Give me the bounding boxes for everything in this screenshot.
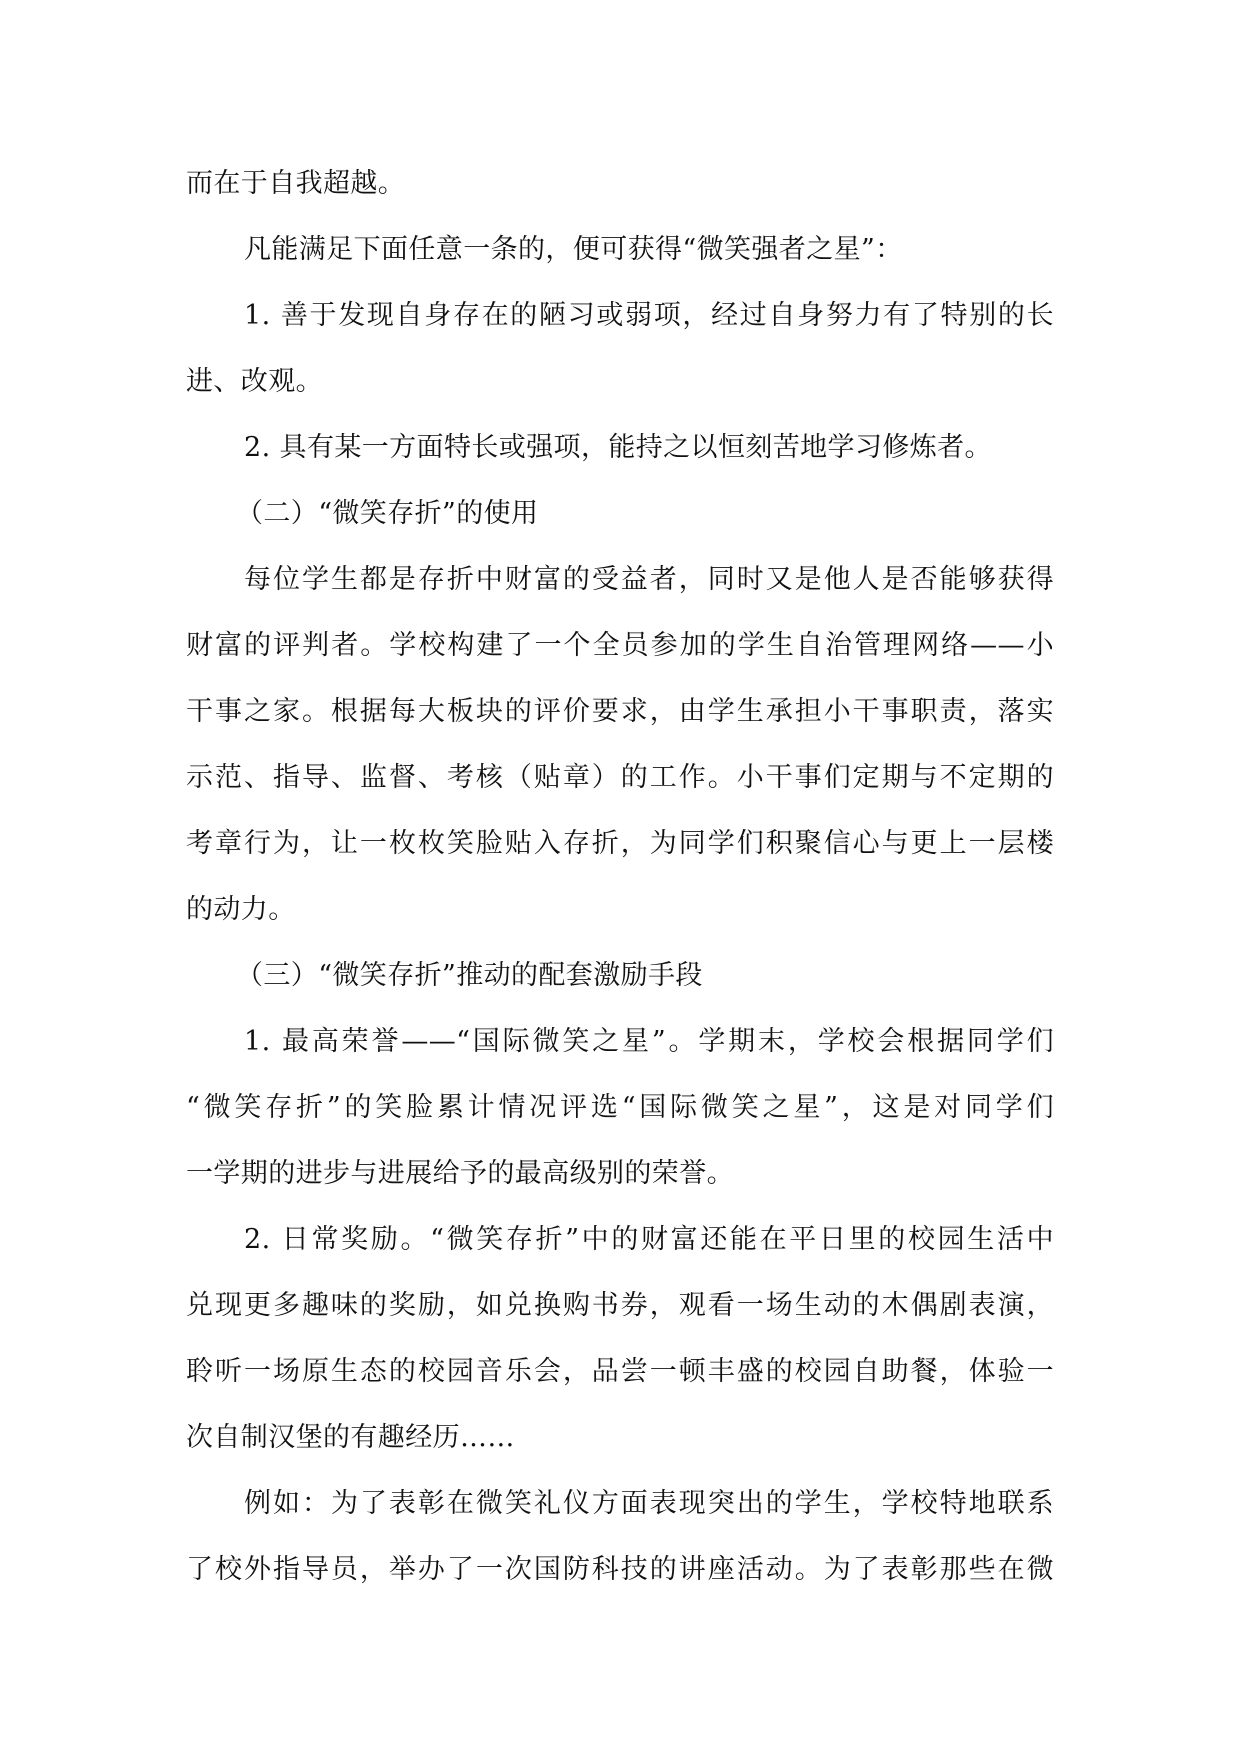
paragraph-line: 了校外指导员，举办了一次国防科技的讲座活动。为了表彰那些在微: [186, 1554, 1054, 1585]
paragraph-line: 考章行为，让一枚枚笑脸贴入存折，为同学们积聚信心与更上一层楼: [186, 828, 1054, 859]
paragraph-line: 每位学生都是存折中财富的受益者，同时又是他人是否能够获得: [244, 564, 1054, 595]
section-heading: （二）“微笑存折”的使用: [236, 498, 539, 529]
section-heading: （三）“微笑存折”推动的配套激励手段: [236, 960, 703, 991]
paragraph-line: 的动力。: [186, 894, 296, 925]
list-item-line: 一学期的进步与进展给予的最高级别的荣誉。: [186, 1158, 734, 1189]
paragraph-line: 财富的评判者。学校构建了一个全员参加的学生自治管理网络——小: [186, 630, 1054, 661]
paragraph-line: 例如：为了表彰在微笑礼仪方面表现突出的学生，学校特地联系: [244, 1488, 1054, 1519]
list-item-line: 2. 具有某一方面特长或强项，能持之以恒刻苦地学习修炼者。: [244, 432, 992, 463]
paragraph-line: 示范、指导、监督、考核（贴章）的工作。小干事们定期与不定期的: [186, 762, 1054, 793]
list-item-line: 进、改观。: [186, 366, 323, 397]
list-item-line: 聆听一场原生态的校园音乐会，品尝一顿丰盛的校园自助餐，体验一: [186, 1356, 1054, 1387]
paragraph-line: 干事之家。根据每大板块的评价要求，由学生承担小干事职责，落实: [186, 696, 1054, 727]
paragraph-line: 而在于自我超越。: [186, 168, 406, 199]
paragraph-line: 凡能满足下面任意一条的，便可获得“微笑强者之星”：: [244, 234, 903, 265]
list-item-line: 1. 善于发现自身存在的陋习或弱项，经过自身努力有了特别的长: [244, 300, 1054, 331]
list-item-line: 兑现更多趣味的奖励，如兑换购书券，观看一场生动的木偶剧表演，: [186, 1290, 1054, 1321]
list-item-line: “微笑存折”的笑脸累计情况评选“国际微笑之星”，这是对同学们: [186, 1092, 1054, 1123]
list-item-line: 2. 日常奖励。“微笑存折”中的财富还能在平日里的校园生活中: [244, 1224, 1054, 1255]
list-item-line: 1. 最高荣誉——“国际微笑之星”。学期末，学校会根据同学们: [244, 1026, 1054, 1057]
list-item-line: 次自制汉堡的有趣经历……: [186, 1422, 515, 1453]
